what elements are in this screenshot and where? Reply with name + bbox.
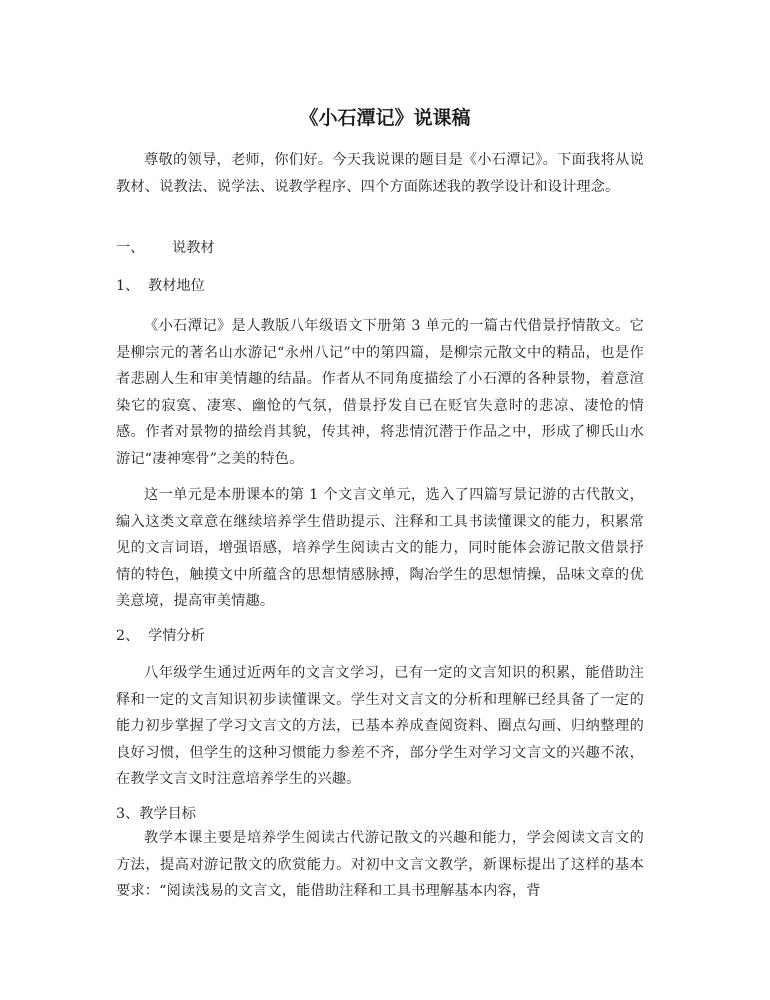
material-status-paragraph: 《小石潭记》是人教版八年级语文下册第 3 单元的一篇古代借景抒情散文。它是柳宗元的著名山水游记“永州八记”中的第四篇，是柳宗元散文中的精品，也是作者悲剧人生和审美情趣的结晶。作者从不同角度描绘了小石潭的各种景物，着意渲染它的寂寞、凄寒、幽怆的气氛，借景抒发自已在贬官失意时的悲凉、凄怆的情感。作者对景物的描绘肖其貌，传其神，将悲情沉潜于作品之中，形成了柳氏山水游记“凄神寒骨”之美的特色。 <box>116 318 644 467</box>
student-analysis-paragraph: 八年级学生通过近两年的文言文学习，已有一定的文言知识的积累，能借助注释和一定的文言知识初步读懂课文。学生对文言文的分析和理解已经具备了一定的能力初步掌握了学习文言文的方法，已基本养成查阅资料、圈点勾画、归纳整理的良好习惯，但学生的这种习惯能力参差不齐，部分学生对学习文言文的兴趣不浓，在教学文言文时注意培养学生的兴趣。 <box>116 665 644 787</box>
teaching-goals-paragraph: 教学本课主要是培养学生阅读古代游记散文的兴趣和能力，学会阅读文言文的方法，提高对游记散文的欣赏能力。对初中文言文教学，新课标提出了这样的基本要求：“阅读浅易的文言文，能借助注释和工具书理解基本内容，背 <box>116 830 644 899</box>
unit-overview-paragraph: 这一单元是本册课本的第 1 个文言文单元，选入了四篇写景记游的古代散文，编入这类文章意在继续培养学生借助提示、注释和工具书读懂课文的能力，积累常见的文言词语，增强语感，培养学生阅读古文的能力，同时能体会游记散文借景抒情的特色，触摸文中所蕴含的思想情感脉搏，陶冶学生的思想情操，品味文章的优美意境，提高审美情趣。 <box>116 487 644 609</box>
subsection-number: 1、 <box>116 278 140 294</box>
intro-paragraph: 尊敬的领导，老师，你们好。今天我说课的题目是《小石潭记》。下面我将从说教材、说教法、说学法、说教学程序、四个方面陈述我的教学设计和设计理念。 <box>116 152 644 195</box>
subsection-heading-material-status <box>116 274 205 298</box>
subsection-label: 教材地位 <box>148 278 205 294</box>
subsection-heading-student-analysis <box>116 624 205 648</box>
subsection-heading-teaching-goals: 3、教学目标 <box>116 806 196 822</box>
section-label: 说教材 <box>172 240 215 256</box>
subsection-number: 2、 <box>116 628 140 644</box>
document-title: 《小石潭记》说课稿 <box>299 107 471 129</box>
section-number: 一、 <box>116 240 145 256</box>
subsection-label: 学情分析 <box>148 628 205 644</box>
section-heading-teaching-material <box>116 236 215 260</box>
